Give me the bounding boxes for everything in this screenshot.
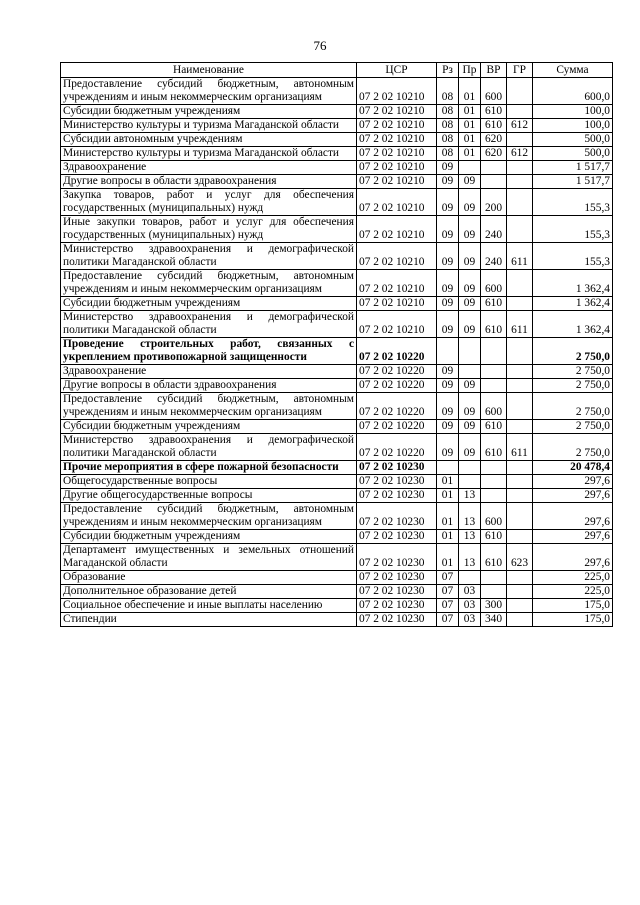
table-row (61, 119, 613, 133)
cell-pr: 01 (459, 105, 481, 119)
cell-sum: 297,6 (533, 530, 613, 544)
cell-csr: 07 2 02 10230 (357, 461, 437, 475)
cell-vr (481, 161, 507, 175)
cell-name: Предоставление субсидий бюджетным, автономным учреждениям и иным некоммерческим организациям (61, 270, 357, 297)
cell-csr: 07 2 02 10210 (357, 270, 437, 297)
cell-name: Дополнительное образование детей (61, 585, 357, 599)
cell-rz (437, 461, 459, 475)
table-row (61, 461, 613, 475)
cell-name: Прочие мероприятия в сфере пожарной безопасности (61, 461, 357, 475)
table-row (61, 544, 613, 571)
cell-csr: 07 2 02 10230 (357, 544, 437, 571)
table-row (61, 613, 613, 627)
cell-pr: 09 (459, 311, 481, 338)
cell-gr (507, 270, 533, 297)
cell-name: Общегосударственные вопросы (61, 475, 357, 489)
cell-csr: 07 2 02 10210 (357, 161, 437, 175)
cell-pr (459, 475, 481, 489)
cell-sum: 225,0 (533, 571, 613, 585)
cell-vr: 240 (481, 216, 507, 243)
cell-sum: 2 750,0 (533, 420, 613, 434)
cell-rz: 01 (437, 475, 459, 489)
cell-rz: 09 (437, 297, 459, 311)
cell-sum: 175,0 (533, 613, 613, 627)
table-row (61, 599, 613, 613)
cell-rz: 07 (437, 599, 459, 613)
cell-vr (481, 585, 507, 599)
cell-vr (481, 489, 507, 503)
cell-pr: 13 (459, 489, 481, 503)
budget-table (60, 62, 613, 627)
cell-gr (507, 585, 533, 599)
cell-csr: 07 2 02 10220 (357, 365, 437, 379)
table-row (61, 161, 613, 175)
cell-sum: 500,0 (533, 147, 613, 161)
cell-gr (507, 297, 533, 311)
table-row (61, 147, 613, 161)
cell-csr: 07 2 02 10220 (357, 379, 437, 393)
cell-vr: 610 (481, 105, 507, 119)
cell-vr: 610 (481, 119, 507, 133)
cell-rz: 01 (437, 544, 459, 571)
cell-vr: 340 (481, 613, 507, 627)
cell-sum: 20 478,4 (533, 461, 613, 475)
cell-rz: 01 (437, 503, 459, 530)
table-row (61, 133, 613, 147)
cell-name: Субсидии автономным учреждениям (61, 133, 357, 147)
cell-pr: 09 (459, 189, 481, 216)
cell-pr: 09 (459, 420, 481, 434)
cell-vr: 620 (481, 147, 507, 161)
cell-name: Субсидии бюджетным учреждениям (61, 420, 357, 434)
cell-sum: 297,6 (533, 544, 613, 571)
cell-rz: 09 (437, 161, 459, 175)
cell-vr: 600 (481, 503, 507, 530)
cell-vr (481, 571, 507, 585)
cell-gr (507, 216, 533, 243)
cell-pr (459, 461, 481, 475)
cell-vr: 610 (481, 297, 507, 311)
cell-rz: 09 (437, 216, 459, 243)
cell-gr (507, 599, 533, 613)
cell-rz: 08 (437, 105, 459, 119)
cell-rz: 09 (437, 189, 459, 216)
cell-vr: 600 (481, 393, 507, 420)
cell-name: Министерство здравоохранения и демографической политики Магаданской области (61, 434, 357, 461)
cell-sum: 297,6 (533, 503, 613, 530)
cell-sum: 1 517,7 (533, 175, 613, 189)
table-row (61, 475, 613, 489)
table-row (61, 585, 613, 599)
cell-vr: 610 (481, 434, 507, 461)
table-row (61, 393, 613, 420)
table-row (61, 489, 613, 503)
cell-name: Предоставление субсидий бюджетным, автономным учреждениям и иным некоммерческим организациям (61, 393, 357, 420)
cell-csr: 07 2 02 10230 (357, 571, 437, 585)
table-row (61, 571, 613, 585)
cell-rz: 09 (437, 434, 459, 461)
cell-name: Предоставление субсидий бюджетным, автономным учреждениям и иным некоммерческим организациям (61, 503, 357, 530)
cell-vr (481, 365, 507, 379)
cell-gr (507, 489, 533, 503)
cell-vr: 610 (481, 530, 507, 544)
header-vr: ВР (481, 63, 507, 78)
cell-name: Проведение строительных работ, связанных с укреплением противопожарной защищенности (61, 338, 357, 365)
cell-name: Закупка товаров, работ и услуг для обеспечения государственных (муниципальных) нужд (61, 189, 357, 216)
cell-name: Министерство культуры и туризма Магаданской области (61, 119, 357, 133)
cell-vr: 600 (481, 78, 507, 105)
cell-gr (507, 503, 533, 530)
cell-csr: 07 2 02 10210 (357, 175, 437, 189)
cell-sum: 297,6 (533, 475, 613, 489)
table-row (61, 434, 613, 461)
cell-gr: 611 (507, 311, 533, 338)
cell-pr: 01 (459, 119, 481, 133)
cell-pr (459, 161, 481, 175)
cell-name: Социальное обеспечение и иные выплаты населению (61, 599, 357, 613)
header-sum: Сумма (533, 63, 613, 78)
cell-rz: 08 (437, 147, 459, 161)
cell-pr: 13 (459, 503, 481, 530)
table-row (61, 503, 613, 530)
cell-rz: 01 (437, 530, 459, 544)
header-name: Наименование (61, 63, 357, 78)
cell-pr: 01 (459, 78, 481, 105)
cell-gr (507, 365, 533, 379)
table-body (61, 78, 613, 627)
cell-sum: 2 750,0 (533, 338, 613, 365)
cell-csr: 07 2 02 10220 (357, 434, 437, 461)
cell-csr: 07 2 02 10210 (357, 243, 437, 270)
cell-name: Министерство здравоохранения и демографической политики Магаданской области (61, 243, 357, 270)
cell-pr: 09 (459, 297, 481, 311)
cell-sum: 225,0 (533, 585, 613, 599)
cell-csr: 07 2 02 10210 (357, 78, 437, 105)
cell-csr: 07 2 02 10220 (357, 338, 437, 365)
cell-vr: 240 (481, 243, 507, 270)
cell-sum: 100,0 (533, 119, 613, 133)
cell-gr (507, 571, 533, 585)
cell-rz: 08 (437, 133, 459, 147)
cell-vr: 620 (481, 133, 507, 147)
table-row (61, 530, 613, 544)
cell-vr (481, 175, 507, 189)
cell-gr (507, 420, 533, 434)
cell-sum: 2 750,0 (533, 379, 613, 393)
cell-pr (459, 571, 481, 585)
cell-csr: 07 2 02 10210 (357, 105, 437, 119)
cell-csr: 07 2 02 10210 (357, 133, 437, 147)
cell-sum: 1 517,7 (533, 161, 613, 175)
cell-csr: 07 2 02 10210 (357, 216, 437, 243)
table-row (61, 78, 613, 105)
cell-name: Стипендии (61, 613, 357, 627)
cell-gr: 612 (507, 119, 533, 133)
table-row (61, 175, 613, 189)
cell-gr (507, 175, 533, 189)
cell-csr: 07 2 02 10230 (357, 585, 437, 599)
cell-vr (481, 475, 507, 489)
cell-sum: 600,0 (533, 78, 613, 105)
cell-vr (481, 338, 507, 365)
cell-gr (507, 530, 533, 544)
cell-pr: 01 (459, 147, 481, 161)
cell-rz: 09 (437, 175, 459, 189)
table-row (61, 338, 613, 365)
cell-rz: 07 (437, 585, 459, 599)
table-row (61, 379, 613, 393)
cell-csr: 07 2 02 10220 (357, 393, 437, 420)
cell-name: Департамент имущественных и земельных отношений Магаданской области (61, 544, 357, 571)
cell-gr: 612 (507, 147, 533, 161)
page-number: 76 (313, 38, 327, 53)
table-row (61, 297, 613, 311)
cell-pr: 09 (459, 434, 481, 461)
table-row (61, 365, 613, 379)
cell-name: Образование (61, 571, 357, 585)
header-rz: Рз (437, 63, 459, 78)
cell-pr (459, 365, 481, 379)
cell-gr: 611 (507, 434, 533, 461)
cell-name: Министерство здравоохранения и демографической политики Магаданской области (61, 311, 357, 338)
cell-pr: 09 (459, 243, 481, 270)
cell-name: Министерство культуры и туризма Магаданской области (61, 147, 357, 161)
cell-gr (507, 161, 533, 175)
cell-name: Другие общегосударственные вопросы (61, 489, 357, 503)
cell-sum: 175,0 (533, 599, 613, 613)
cell-name: Здравоохранение (61, 365, 357, 379)
cell-gr (507, 189, 533, 216)
table-row (61, 243, 613, 270)
cell-gr (507, 105, 533, 119)
cell-gr (507, 338, 533, 365)
cell-gr (507, 78, 533, 105)
cell-sum: 297,6 (533, 489, 613, 503)
cell-vr: 600 (481, 270, 507, 297)
cell-pr: 09 (459, 175, 481, 189)
cell-gr (507, 613, 533, 627)
cell-vr: 610 (481, 311, 507, 338)
cell-vr (481, 461, 507, 475)
cell-gr (507, 461, 533, 475)
cell-pr: 13 (459, 530, 481, 544)
cell-csr: 07 2 02 10210 (357, 297, 437, 311)
cell-sum: 155,3 (533, 243, 613, 270)
cell-sum: 1 362,4 (533, 311, 613, 338)
cell-name: Другие вопросы в области здравоохранения (61, 175, 357, 189)
cell-csr: 07 2 02 10210 (357, 189, 437, 216)
cell-pr: 01 (459, 133, 481, 147)
cell-vr: 300 (481, 599, 507, 613)
cell-sum: 1 362,4 (533, 270, 613, 297)
cell-rz: 09 (437, 379, 459, 393)
cell-sum: 500,0 (533, 133, 613, 147)
cell-sum: 100,0 (533, 105, 613, 119)
cell-pr: 03 (459, 599, 481, 613)
table-row (61, 420, 613, 434)
cell-csr: 07 2 02 10230 (357, 489, 437, 503)
cell-rz: 07 (437, 613, 459, 627)
cell-rz: 09 (437, 270, 459, 297)
table-header-row (61, 63, 613, 78)
cell-pr: 03 (459, 613, 481, 627)
cell-pr: 09 (459, 270, 481, 297)
cell-rz: 09 (437, 243, 459, 270)
cell-rz: 09 (437, 311, 459, 338)
header-csr: ЦСР (357, 63, 437, 78)
table-row (61, 189, 613, 216)
cell-sum: 1 362,4 (533, 297, 613, 311)
table-row (61, 216, 613, 243)
cell-gr: 623 (507, 544, 533, 571)
cell-sum: 2 750,0 (533, 434, 613, 461)
cell-rz (437, 338, 459, 365)
table-row (61, 311, 613, 338)
cell-gr (507, 475, 533, 489)
cell-csr: 07 2 02 10230 (357, 475, 437, 489)
cell-gr (507, 393, 533, 420)
cell-name: Здравоохранение (61, 161, 357, 175)
header-pr: Пр (459, 63, 481, 78)
cell-name: Субсидии бюджетным учреждениям (61, 530, 357, 544)
cell-gr: 611 (507, 243, 533, 270)
cell-pr: 09 (459, 216, 481, 243)
cell-pr: 09 (459, 379, 481, 393)
cell-pr (459, 338, 481, 365)
cell-sum: 2 750,0 (533, 393, 613, 420)
cell-rz: 07 (437, 571, 459, 585)
cell-csr: 07 2 02 10210 (357, 311, 437, 338)
cell-vr: 610 (481, 420, 507, 434)
cell-pr: 09 (459, 393, 481, 420)
cell-rz: 01 (437, 489, 459, 503)
cell-rz: 09 (437, 420, 459, 434)
cell-vr: 200 (481, 189, 507, 216)
cell-csr: 07 2 02 10230 (357, 503, 437, 530)
cell-csr: 07 2 02 10230 (357, 613, 437, 627)
table-row (61, 105, 613, 119)
cell-gr (507, 133, 533, 147)
cell-csr: 07 2 02 10230 (357, 599, 437, 613)
cell-name: Субсидии бюджетным учреждениям (61, 105, 357, 119)
cell-name: Субсидии бюджетным учреждениям (61, 297, 357, 311)
cell-rz: 09 (437, 365, 459, 379)
cell-rz: 09 (437, 393, 459, 420)
cell-name: Предоставление субсидий бюджетным, автономным учреждениям и иным некоммерческим организациям (61, 78, 357, 105)
cell-sum: 155,3 (533, 216, 613, 243)
cell-csr: 07 2 02 10220 (357, 420, 437, 434)
cell-sum: 2 750,0 (533, 365, 613, 379)
table-row (61, 270, 613, 297)
cell-name: Другие вопросы в области здравоохранения (61, 379, 357, 393)
cell-rz: 08 (437, 119, 459, 133)
cell-csr: 07 2 02 10210 (357, 119, 437, 133)
cell-name: Иные закупки товаров, работ и услуг для обеспечения государственных (муниципальных) нужд (61, 216, 357, 243)
header-gr: ГР (507, 63, 533, 78)
cell-vr (481, 379, 507, 393)
cell-sum: 155,3 (533, 189, 613, 216)
cell-pr: 03 (459, 585, 481, 599)
cell-csr: 07 2 02 10210 (357, 147, 437, 161)
cell-pr: 13 (459, 544, 481, 571)
cell-gr (507, 379, 533, 393)
cell-vr: 610 (481, 544, 507, 571)
cell-rz: 08 (437, 78, 459, 105)
cell-csr: 07 2 02 10230 (357, 530, 437, 544)
